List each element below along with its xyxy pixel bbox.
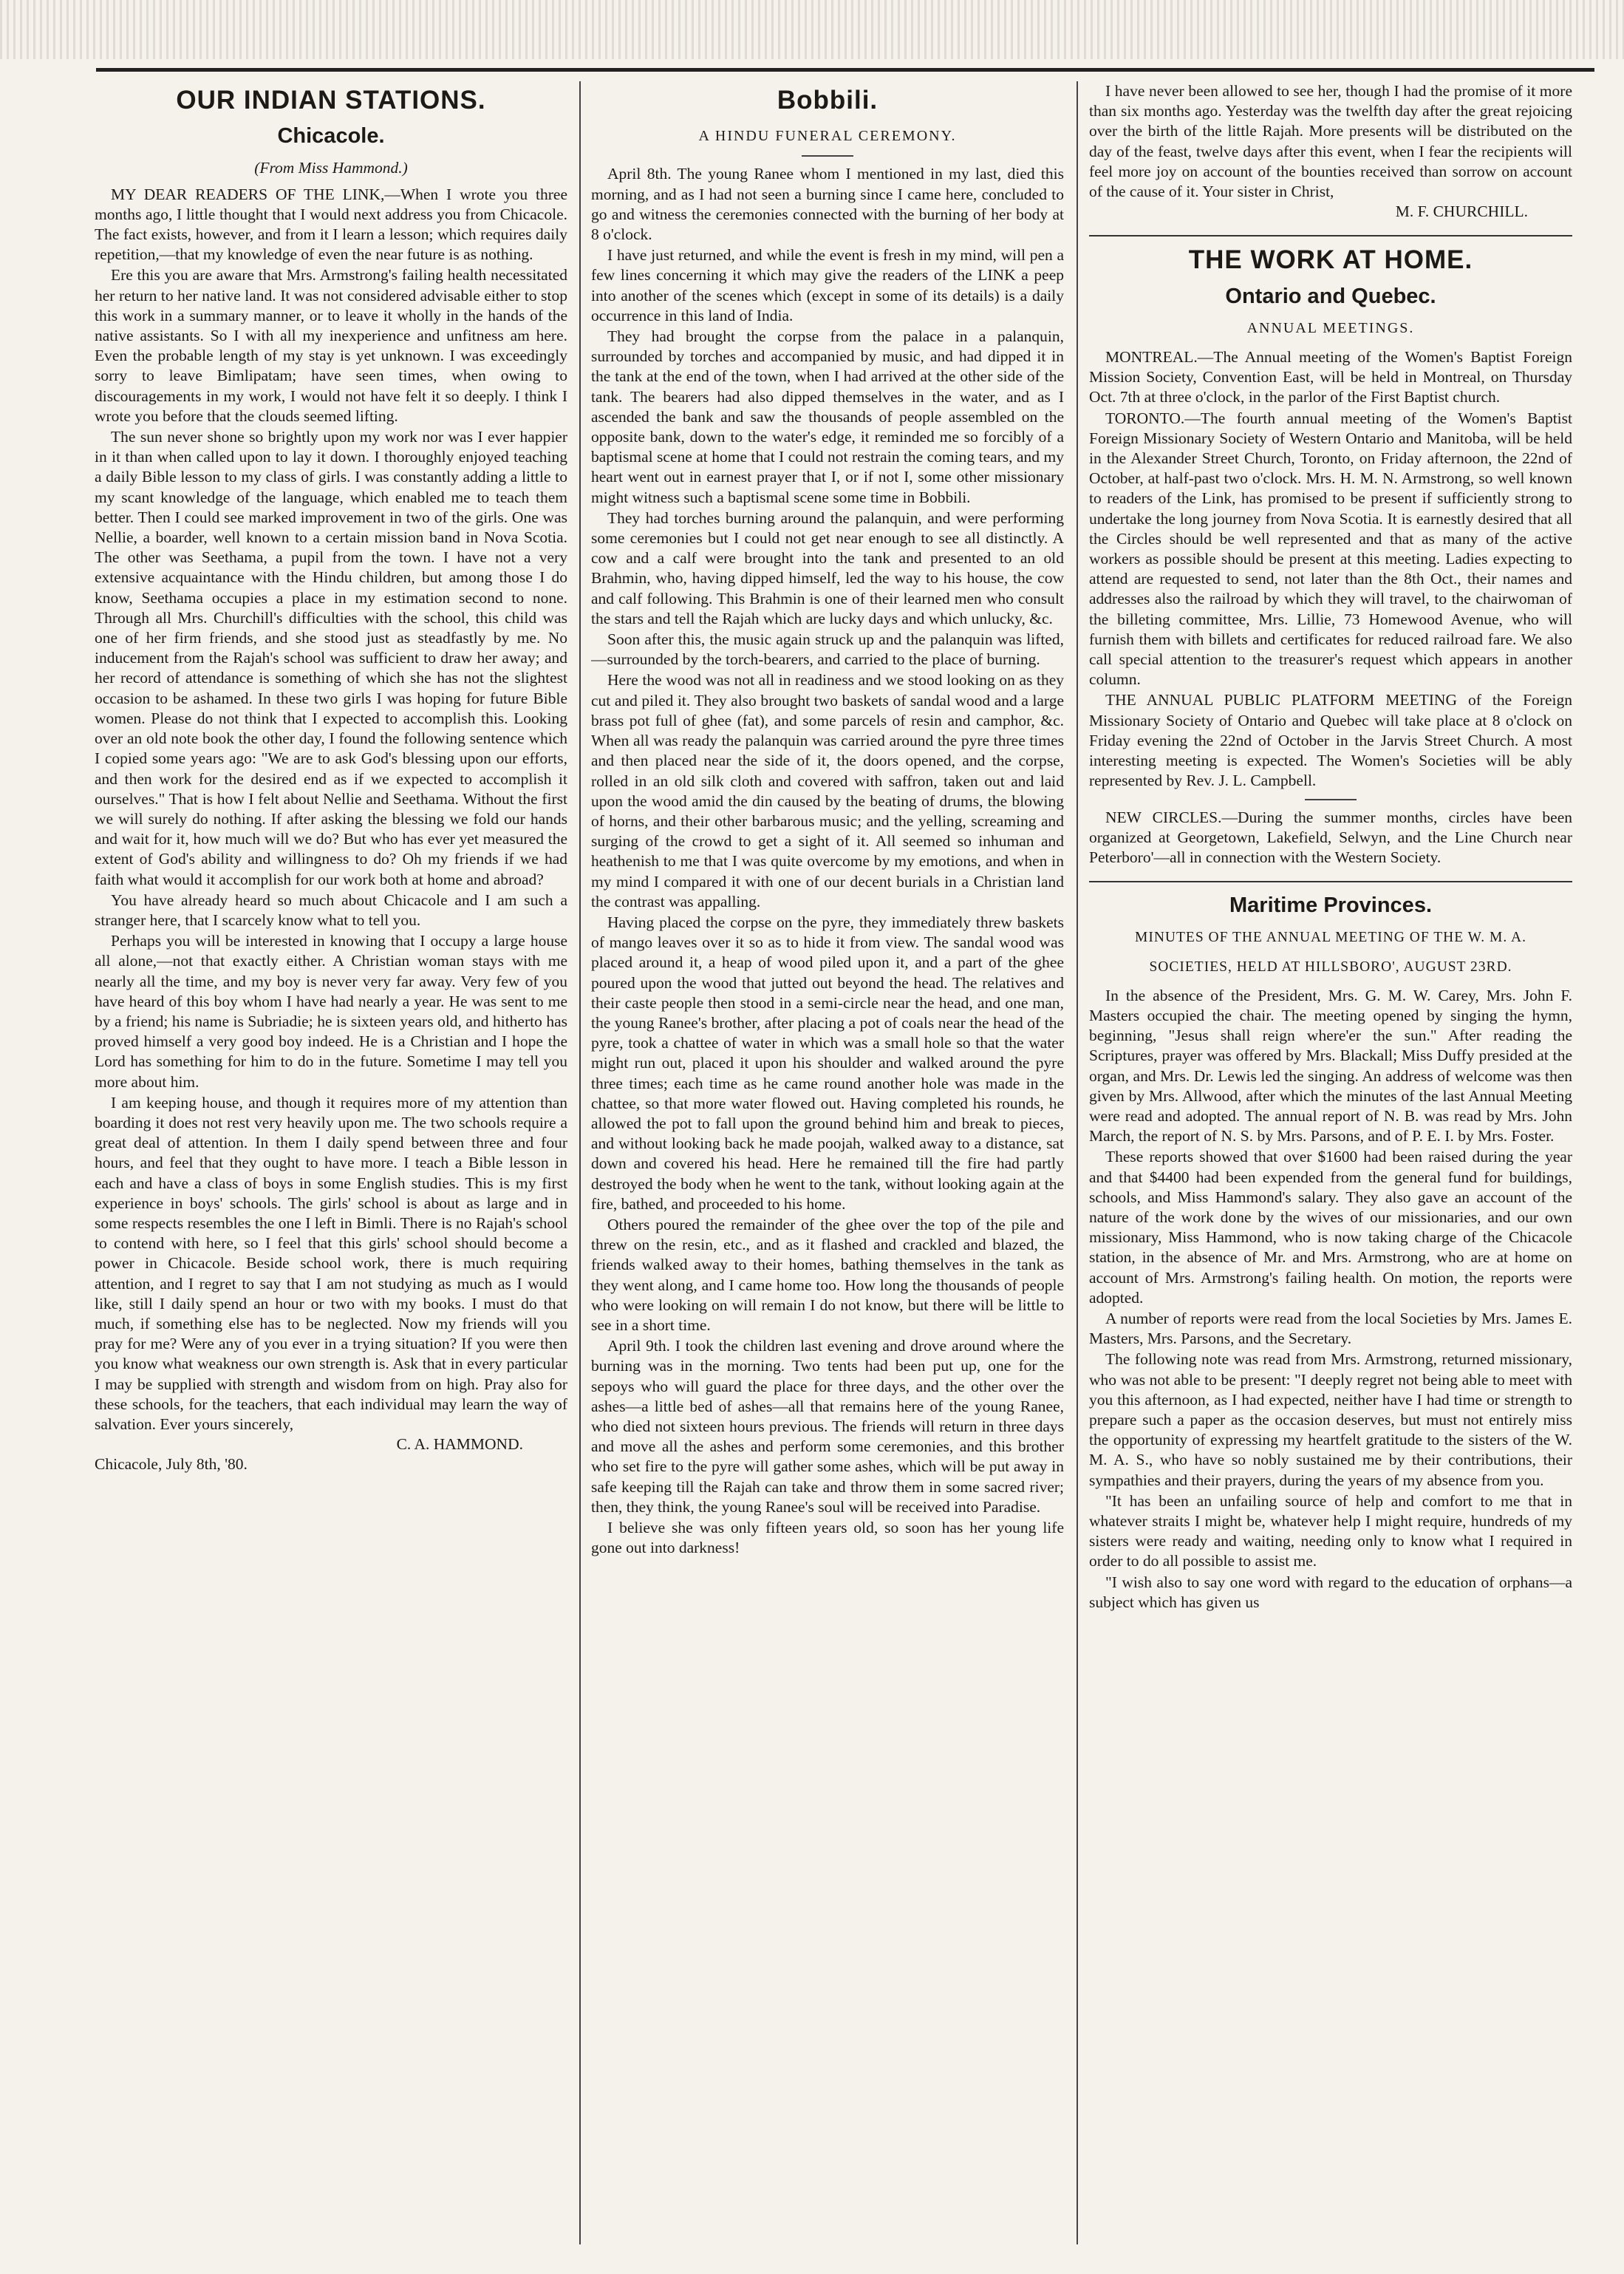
article-paragraph: MY DEAR READERS OF THE LINK,—When I wrote you three months ago, I little thought that I would next address you from Chicacole. The fact exists, however, and from it I learn a lesson; which requires daily repetition,—that my knowledge of even the near future is as nothing. <box>95 185 567 264</box>
article-paragraph: The following note was read from Mrs. Armstrong, returned missionary, who was not able to be present: "I deeply regret not being able to meet with you this afternoon, as I had expected, neither have I had time or strength to prepare such a paper as the occasion deserves, but must not entirely miss the opportunity of expressing my heartfelt gratitude to the sisters of the W. M. A. S., who have so nobly sustained me by their contributions, their sympathies and their prayers, during the years of my absence from you. <box>1089 1350 1572 1489</box>
article-paragraph: A number of reports were read from the local Societies by Mrs. James E. Masters, Mrs. Parsons, and the Secretary. <box>1089 1309 1572 1348</box>
minutes-heading-line: SOCIETIES, HELD AT HILLSBORO', AUGUST 23RD. <box>1149 959 1512 975</box>
article-paragraph: Soon after this, the music again struck up and the palanquin was lifted,—surrounded by the torch-bearers, and carried to the place of burning. <box>591 630 1064 669</box>
column-bobbili <box>591 81 1064 2252</box>
dateline: Chicacole, July 8th, '80. <box>95 1455 248 1474</box>
signature: C. A. HAMMOND. <box>396 1435 523 1454</box>
article-paragraph: I have never been allowed to see her, though I had the promise of it more than six months ago. Yesterday was the twelfth day after the great rejoicing over the birth of the little Rajah. More presents will be distributed on the day of the feast, twelve days after this event, when I fear the recipients will feel more joy on account of the bounties received than sorrow on account of the cause of it. Your sister in Christ, <box>1089 82 1572 201</box>
article-paragraph: April 8th. The young Ranee whom I mentioned in my last, died this morning, and as I had not seen a burning since I came here, concluded to go and witness the ceremonies connected with the burning of her body at 8 o'clock. <box>591 165 1064 244</box>
article-paragraph: You have already heard so much about Chicacole and I am such a stranger here, that I scarcely know what to tell you. <box>95 891 567 929</box>
article-paragraph: "I wish also to say one word with regard to the education of orphans—a subject which has given us <box>1089 1573 1572 1611</box>
top-rule <box>96 68 1594 72</box>
page-header-band <box>0 0 1624 59</box>
minutes-heading-line: MINUTES OF THE ANNUAL MEETING OF THE W. M. A. <box>1135 930 1526 946</box>
section-heading: OUR INDIAN STATIONS. <box>176 86 486 115</box>
article-paragraph: I believe she was only fifteen years old, so soon has her young life gone out into darkness! <box>591 1519 1064 1557</box>
article-paragraph: They had brought the corpse from the palace in a palanquin, surrounded by torches and accompanied by music, and had dipped it in the tank at the end of the town, when I had arrived at the other side of the tank. The bearers had also dipped themselves in the water, and as I ascended the bank and saw the thousands of people assembled on the opposite bank, down to the water's edge, it reminded me so forcibly of a baptismal scene at home that I could not restrain the coming tears, and my heart went out in earnest prayer that I, or if not I, some other missionary might witness such a baptismal scene some time in Bobbili. <box>591 327 1064 506</box>
article-paragraph: Perhaps you will be interested in knowing that I occupy a large house all alone,—not that exactly either. A Christian woman stays with me nearly all the time, and my boy is never very far away. Very few of you have heard of this boy whom I have had nearly a year. He was sent to me by a friend; his name is Subriadie; he is sixteen years old, and hitherto has proved himself a very good boy indeed. He is a Christian and I hope the Lord has something for him to do in the future. Sometime I may tell you more about him. <box>95 932 567 1091</box>
article-paragraph: NEW CIRCLES.—During the summer months, circles have been organized at Georgetown, Lakefield, Selwyn, and the Line Church near Peterboro'—all in connection with the Western Society. <box>1089 808 1572 866</box>
article-paragraph: In the absence of the President, Mrs. G. M. W. Carey, Mrs. John F. Masters occupied the chair. The meeting opened by singing the hymn, beginning, "Jesus shall reign where'er the sun." After reading the Scriptures, prayer was offered by Mrs. Blackall; Miss Duffy presided at the organ, and Mrs. Dr. Lewis led the singing. An address of welcome was then given by Mrs. Allwood, after which the minutes of the last Annual Meeting were read and adopted. The annual report of N. B. was read by Mrs. John March, the report of N. S. by Mrs. Parsons, and of P. E. I. by Mrs. Foster. <box>1089 986 1572 1145</box>
article-paragraph: They had torches burning around the palanquin, and were performing some ceremonies but I could not get near enough to see all distinctly. A cow and a calf were brought into the tank and presented to an old Brahmin, who, having dipped himself, led the way to his house, the cow and calf following. This Brahmin is one of their learned men who consult the stars and tell the Rajah which are lucky days and which unlucky, &c. <box>591 508 1064 627</box>
region-heading: Maritime Provinces. <box>1229 893 1432 918</box>
article-paragraph: Having placed the corpse on the pyre, they immediately threw baskets of mango leaves over it so as to hide it from view. The sandal wood was placed around it, a heap of wood piled upon it, and a part of the ghee poured upon the wood that jutted out beyond the head. The relatives and their caste people then stood in a semi-circle near the head, and one man, the young Ranee's brother, after placing a pot of coals near the head of the pyre, took a chattee of water in which was a small hole so that the water might run out, placed it upon his shoulder and walked around the pyre three times; each time as he came round another hole was made in the chattee, so that more water flowed out. Having completed his rounds, he allowed the pot to fall upon the ground behind him and break to pieces, and without looking back he made poojah, walked away to a distance, sat down and covered his head. Here he remained till the fire had partly destroyed the body when he went to the tank, without looking again at the fire, bathed, and proceeded to his home. <box>591 913 1064 1213</box>
article-paragraph: The sun never shone so brightly upon my work nor was I ever happier in it than when called upon to lay it down. I thoroughly enjoyed teaching a daily Bible lesson to my class of girls. I was constantly adding a little to my scant knowledge of the language, which enabled me to teach them better. Then I could see marked improvement in two of the girls. One was Nellie, a boarder, well known to a certain mission band in Nova Scotia. The other was Seethama, a pupil from the town. I have not a very extensive acquaintance with the Hindu children, but among those I do know, Seethama occupies a place in my estimation second to none. Through all Mrs. Churchill's difficulties with the school, this child was one of her firm friends, and she stood just as steadfastly by me. No inducement from the Rajah's school was sufficient to draw her away; and her record of attendance is something of which she has not the slightest occasion to be ashamed. In these two girls I was hoping for future Bible women. Please do not think that I expected to accomplish this. Looking over an old note book the other day, I found the following sentence which I copied some years ago: "We are to ask God's blessing upon our efforts, and then work for the desired end as if we expected to accomplish it ourselves." That is how I felt about Nellie and Seethama. Without the first we will surely do nothing. If after asking the blessing we fold our hands and wait for it, how much will we do? But who has ever yet measured the extent of God's ability and willingness to do? Oh my friends if we had faith what would it accomplish for our work both at home and abroad? <box>95 428 567 888</box>
column-rule-left <box>579 81 581 2244</box>
column-work-at-home <box>1089 81 1572 2252</box>
station-heading: Bobbili. <box>777 86 878 115</box>
signature: M. F. CHURCHILL. <box>1395 202 1528 221</box>
column-indian-stations <box>95 81 567 2252</box>
article-paragraph: "It has been an unfailing source of help and comfort to me that in whatever straits I might be, whatever help I might require, hundreds of my sisters were ready and waiting, needing only to know what I required in order to do all possible to assist me. <box>1089 1491 1572 1570</box>
divider <box>1305 799 1357 800</box>
article-paragraph: Ere this you are aware that Mrs. Armstrong's failing health necessitated her return to her native land. It was not considered advisable either to stop this work in a summary manner, or to leave it wholly in the hands of the native assistants. So I with all my inexperience and unfitness am here. Even the probable length of my stay is yet unknown. I was exceedingly sorry to leave Bimlipatam; have seen times, when owing to discouragements in my work, I would not have felt it so deeply. I think I wrote you before that the clouds seemed lifting. <box>95 266 567 425</box>
divider <box>1089 235 1572 236</box>
divider <box>802 155 853 157</box>
column-rule-right <box>1077 81 1078 2244</box>
article-subheading: A HINDU FUNERAL CEREMONY. <box>698 128 957 145</box>
article-paragraph: April 9th. I took the children last evening and drove around where the burning was in the morning. Two tents had been put up, one for the sepoys who will guard the place for three days, and the other over the ashes—a little bed of ashes—all that remains here of the young Ranee, who died not sixteen hours previous. The friends will return in three days and move all the ashes and perform some ceremonies, and this brother who set fire to the pyre will gather some ashes, which will be put away in safe keeping till the Rajah can take and throw them in some sacred river; then, they think, the young Ranee's soul will be received into Paradise. <box>591 1337 1064 1516</box>
article-paragraph: MONTREAL.—The Annual meeting of the Women's Baptist Foreign Mission Society, Convention East, will be held in Montreal, on Thursday Oct. 7th at three o'clock, in the parlor of the First Baptist church. <box>1089 348 1572 406</box>
article-paragraph: THE ANNUAL PUBLIC PLATFORM MEETING of the Foreign Missionary Society of Ontario and Quebec will take place at 8 o'clock on Friday evening the 22nd of October in the Jarvis Street Church. A most interesting meeting is expected. The Women's Societies will be ably represented by Rev. J. L. Campbell. <box>1089 691 1572 790</box>
article-paragraph: These reports showed that over $1600 had been raised during the year and that $4400 had been expended from the general fund for buildings, schools, and Miss Hammond's salary. They also gave an account of the nature of the work done by the wives of our missionaries, and our own missionary, Miss Hammond, who is now taking charge of the Chicacole station, in the absence of Mr. and Mrs. Armstrong, who are at home on account of Mrs. Armstrong's failing health. On motion, the reports were adopted. <box>1089 1148 1572 1307</box>
article-paragraph: Others poured the remainder of the ghee over the top of the pile and threw on the resin, etc., and as it flashed and crackled and blazed, the friends walked away to their homes, bathing themselves in the tank as they went along, and I came home too. How long the thousands of people who were looking on will remain I do not know, but there will be little to see in a short time. <box>591 1215 1064 1334</box>
region-heading: Ontario and Quebec. <box>1225 284 1436 308</box>
station-heading: Chicacole. <box>277 124 385 149</box>
article-paragraph: I have just returned, and while the event is fresh in my mind, will pen a few lines concerning it which may give the readers of the LINK a peep into another of the scenes which (except in some of its details) is a daily occurrence in this land of India. <box>591 246 1064 324</box>
section-heading: THE WORK AT HOME. <box>1188 245 1473 275</box>
divider <box>1089 881 1572 882</box>
article-paragraph: Here the wood was not all in readiness and we stood looking on as they cut and piled it. They also brought two baskets of sandal wood and a large brass pot full of ghee (fat), and some parcels of resin and camphor, &c. When all was ready the palanquin was carried around the pyre three times and then placed near the side of it, the doors opened, and the corpse, rolled in an old silk cloth and covered with saffron, taken out and laid upon the wood amid the din caused by the beating of drums, the blowing of horns, and their other barbarous music; and the yelling, screaming and surging of the crowd to get a sight of it. All seemed so inhuman and heathenish to me that I was quite overcome by my emotions, and when in my mind I compared it with one of our decent burials in a Christian land the contrast was appalling. <box>591 671 1064 910</box>
byline: (From Miss Hammond.) <box>254 159 408 177</box>
article-paragraph: TORONTO.—The fourth annual meeting of the Women's Baptist Foreign Missionary Society of Western Ontario and Manitoba, will be held in the Alexander Street Church, Toronto, on Friday afternoon, the 22nd of October, at half-past two o'clock. Mrs. H. M. N. Armstrong, so well known to readers of the Link, has promised to be present if sufficiently strong to undertake the long journey from Nova Scotia. It is earnestly desired that all the Circles should be well represented and that as many of the active workers as possible should be present at this meeting. Ladies expecting to attend are requested to send, not later than the 8th Oct., their names and addresses also the railroad by which they will travel, to the chairwoman of the billeting committee, Mrs. Lillie, 73 Homewood Avenue, who will furnish them with billets and certificates for reduced railroad fare. We also call special attention to the treasurer's request which appears in another column. <box>1089 409 1572 689</box>
article-paragraph: I am keeping house, and though it requires more of my attention than boarding it does not rest very heavily upon me. The two schools require a great deal of attention. In them I daily spend between three and four hours, and feel that they ought to have more. I teach a Bible lesson in each and have a class of boys in some English studies. This is my first experience in boys' schools. The girls' school is about as large and in some respects resembles the one I left in Bimli. There is no Rajah's school to contend with here, so I feel that this girls' school should become a power in Chicacole. Beside school work, there is much requiring attention, and I regret to say that I am not studying as much as I would like, still I daily spend an hour or two with my books. I must do that much, if something else has to be neglected. Now my friends will you pray for me? Were any of you ever in a trying situation? If you were then you know what weakness our own strength is. Ask that in every particular I may be supplied with strength and wisdom from on high. Pray also for these schools, for the teachers, that each individual may learn the way of salvation. Ever yours sincerely, <box>95 1093 567 1433</box>
annual-meetings-label: ANNUAL MEETINGS. <box>1246 319 1415 336</box>
